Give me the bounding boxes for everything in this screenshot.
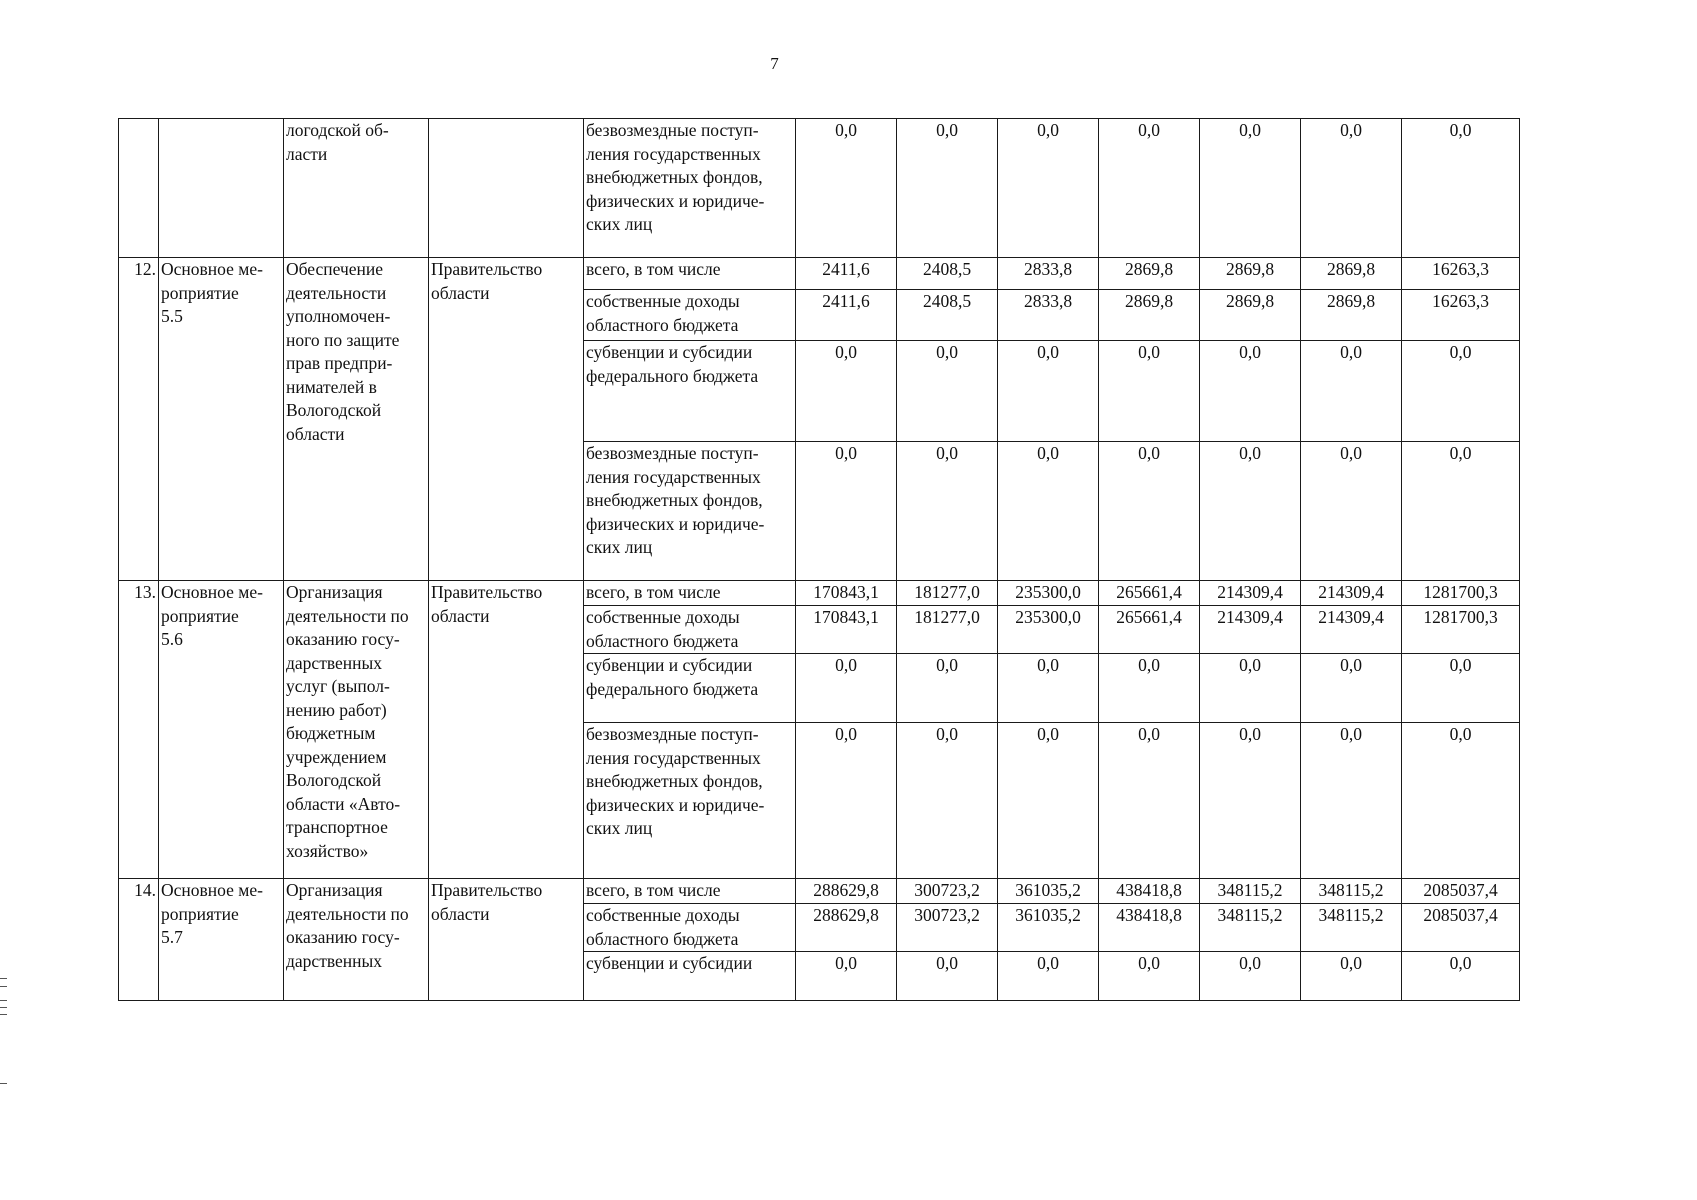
year-value: 235300,0 [998, 606, 1099, 654]
year-value: 2408,5 [897, 258, 998, 290]
year-value: 0,0 [1200, 952, 1301, 1001]
row-number: 12. [119, 258, 159, 581]
margin-mark [0, 978, 7, 979]
year-value: 0,0 [1301, 654, 1402, 723]
year-value: 181277,0 [897, 581, 998, 606]
event-description: логодской об- ласти [284, 119, 429, 258]
year-value: 0,0 [1099, 341, 1200, 442]
margin-mark [0, 1000, 7, 1001]
funding-source: собственные доходы областного бюджета [584, 606, 796, 654]
funding-source: безвозмездные поступ- ления государственных внебюджетных фондов, физических и юридиче- ских лиц [584, 723, 796, 879]
year-value: 0,0 [796, 341, 897, 442]
year-value: 2408,5 [897, 290, 998, 341]
year-value: 0,0 [1099, 442, 1200, 581]
total-value: 2085037,4 [1402, 879, 1520, 904]
year-value: 0,0 [1099, 952, 1200, 1001]
year-value: 0,0 [897, 442, 998, 581]
funding-source: всего, в том числе [584, 879, 796, 904]
year-value: 0,0 [998, 952, 1099, 1001]
total-value: 0,0 [1402, 341, 1520, 442]
year-value: 2869,8 [1301, 258, 1402, 290]
responsible-executor [429, 119, 584, 258]
year-value: 0,0 [998, 723, 1099, 879]
year-value: 0,0 [897, 723, 998, 879]
total-value: 16263,3 [1402, 258, 1520, 290]
year-value: 0,0 [1099, 723, 1200, 879]
event-description: Обеспечение деятельности уполномочен- ного по защите прав предпри- нимателей в Вологодской области [284, 258, 429, 581]
page-number: 7 [770, 54, 779, 73]
year-value: 0,0 [998, 119, 1099, 258]
year-value: 0,0 [897, 341, 998, 442]
year-value: 0,0 [796, 442, 897, 581]
total-value: 2085037,4 [1402, 904, 1520, 952]
year-value: 0,0 [796, 723, 897, 879]
year-value: 2833,8 [998, 258, 1099, 290]
year-value: 0,0 [1200, 442, 1301, 581]
year-value: 0,0 [897, 119, 998, 258]
row-number: 14. [119, 879, 159, 1001]
year-value: 0,0 [1301, 952, 1402, 1001]
year-value: 0,0 [1200, 723, 1301, 879]
year-value: 2411,6 [796, 290, 897, 341]
year-value: 214309,4 [1200, 606, 1301, 654]
table-row [119, 879, 1520, 904]
year-value: 0,0 [998, 341, 1099, 442]
year-value: 348115,2 [1200, 904, 1301, 952]
year-value: 2869,8 [1099, 258, 1200, 290]
year-value: 214309,4 [1301, 581, 1402, 606]
total-value: 16263,3 [1402, 290, 1520, 341]
year-value: 170843,1 [796, 606, 897, 654]
year-value: 438418,8 [1099, 879, 1200, 904]
total-value: 1281700,3 [1402, 581, 1520, 606]
funding-source: безвозмездные поступ- ления государственных внебюджетных фондов, физических и юридиче- ских лиц [584, 442, 796, 581]
table-row [119, 581, 1520, 606]
year-value: 0,0 [796, 119, 897, 258]
event-description: Организация деятельности по оказанию госу- дарственных услуг (выпол- нению работ) бюджетным учреждением Вологодской области «Авто- транспортное хозяйство» [284, 581, 429, 879]
funding-source: безвозмездные поступ- ления государственных внебюджетных фондов, физических и юридиче- ских лиц [584, 119, 796, 258]
year-value: 0,0 [1301, 341, 1402, 442]
year-value: 181277,0 [897, 606, 998, 654]
year-value: 288629,8 [796, 904, 897, 952]
total-value: 0,0 [1402, 654, 1520, 723]
year-value: 361035,2 [998, 879, 1099, 904]
total-value: 0,0 [1402, 952, 1520, 1001]
year-value: 300723,2 [897, 904, 998, 952]
row-number [119, 119, 159, 258]
responsible-executor: Правительство области [429, 879, 584, 1001]
year-value: 2869,8 [1301, 290, 1402, 341]
year-value: 2833,8 [998, 290, 1099, 341]
margin-mark [0, 1083, 7, 1084]
event-name: Основное ме- роприятие 5.6 [159, 581, 284, 879]
year-value: 265661,4 [1099, 606, 1200, 654]
year-value: 0,0 [897, 952, 998, 1001]
year-value: 2869,8 [1200, 258, 1301, 290]
year-value: 2411,6 [796, 258, 897, 290]
year-value: 0,0 [998, 442, 1099, 581]
year-value: 0,0 [1301, 119, 1402, 258]
table-row [119, 258, 1520, 290]
year-value: 0,0 [1200, 119, 1301, 258]
margin-mark [0, 1007, 7, 1008]
year-value: 348115,2 [1200, 879, 1301, 904]
year-value: 0,0 [1200, 654, 1301, 723]
funding-source: всего, в том числе [584, 258, 796, 290]
year-value: 0,0 [897, 654, 998, 723]
year-value: 0,0 [1099, 654, 1200, 723]
event-name [159, 119, 284, 258]
year-value: 300723,2 [897, 879, 998, 904]
year-value: 0,0 [796, 654, 897, 723]
year-value: 438418,8 [1099, 904, 1200, 952]
year-value: 0,0 [1301, 442, 1402, 581]
year-value: 2869,8 [1200, 290, 1301, 341]
year-value: 348115,2 [1301, 879, 1402, 904]
year-value: 170843,1 [796, 581, 897, 606]
funding-source: собственные доходы областного бюджета [584, 904, 796, 952]
year-value: 348115,2 [1301, 904, 1402, 952]
responsible-executor: Правительство области [429, 258, 584, 581]
year-value: 0,0 [1200, 341, 1301, 442]
total-value: 0,0 [1402, 442, 1520, 581]
year-value: 0,0 [796, 952, 897, 1001]
funding-source: всего, в том числе [584, 581, 796, 606]
year-value: 214309,4 [1200, 581, 1301, 606]
funding-source: субвенции и субсидии [584, 952, 796, 1001]
year-value: 2869,8 [1099, 290, 1200, 341]
year-value: 361035,2 [998, 904, 1099, 952]
row-number: 13. [119, 581, 159, 879]
year-value: 235300,0 [998, 581, 1099, 606]
year-value: 214309,4 [1301, 606, 1402, 654]
funding-source: собственные доходы областного бюджета [584, 290, 796, 341]
margin-mark [0, 986, 7, 987]
budget-table [118, 118, 1520, 1001]
total-value: 0,0 [1402, 723, 1520, 879]
margin-mark [0, 1014, 7, 1015]
event-name: Основное ме- роприятие 5.7 [159, 879, 284, 1001]
funding-source: субвенции и субсидии федерального бюджета [584, 654, 796, 723]
year-value: 0,0 [1099, 119, 1200, 258]
year-value: 265661,4 [1099, 581, 1200, 606]
funding-source: субвенции и субсидии федерального бюджета [584, 341, 796, 442]
responsible-executor: Правительство области [429, 581, 584, 879]
event-description: Организация деятельности по оказанию госу- дарственных [284, 879, 429, 1001]
table-row [119, 119, 1520, 258]
event-name: Основное ме- роприятие 5.5 [159, 258, 284, 581]
year-value: 0,0 [1301, 723, 1402, 879]
total-value: 0,0 [1402, 119, 1520, 258]
year-value: 0,0 [998, 654, 1099, 723]
total-value: 1281700,3 [1402, 606, 1520, 654]
year-value: 288629,8 [796, 879, 897, 904]
